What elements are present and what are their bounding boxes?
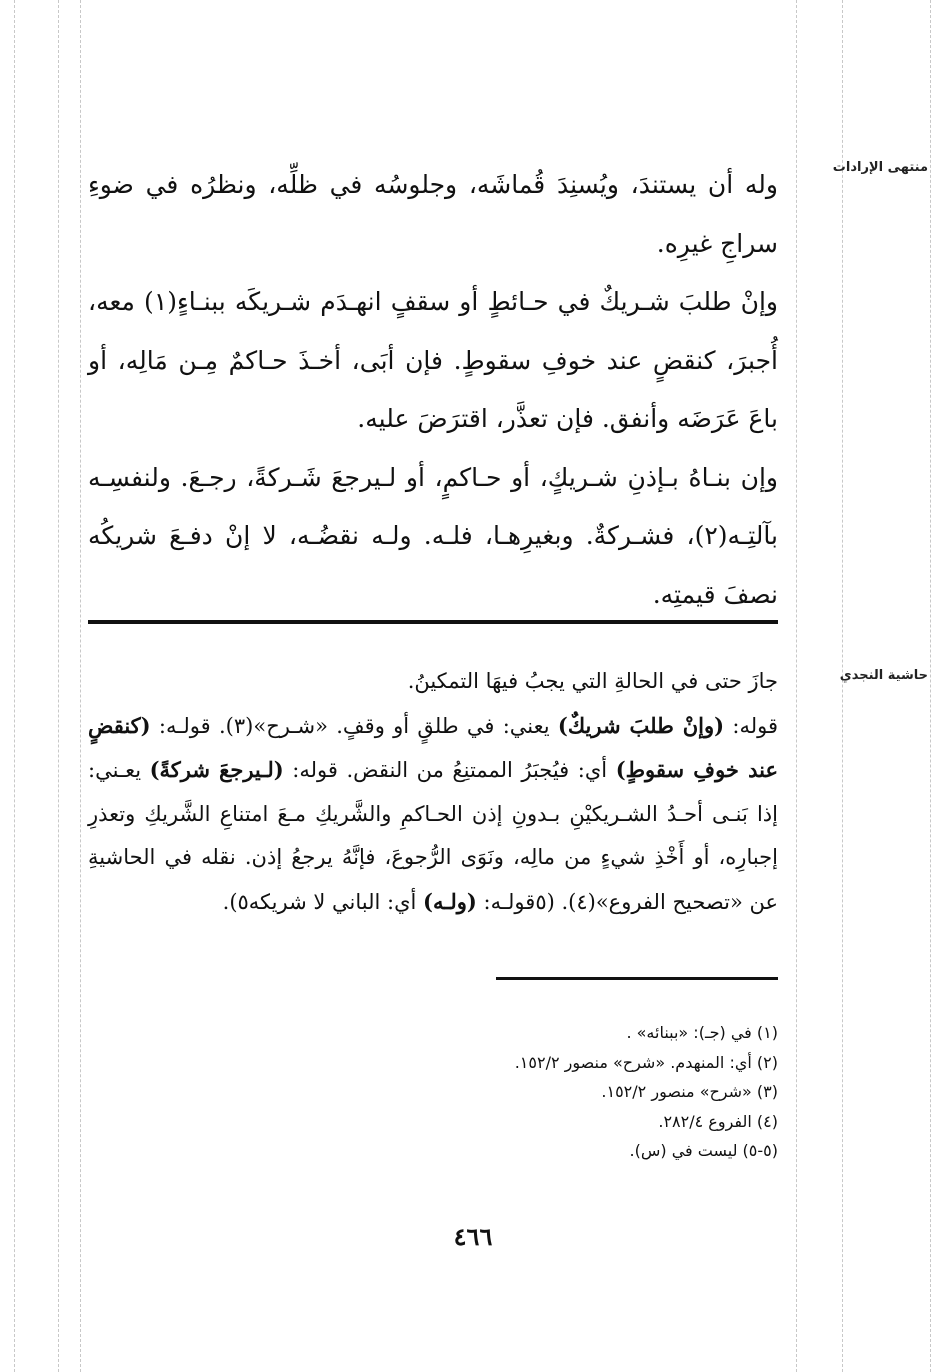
commentary-segment: يعـني: إذا بَنـى أحـدُ الشـريكيْنِ بـدونِ إذن الحـاكمِ والشَّريكِ مـعَ امتناعِ الشَّريكِ وتعذرِ إجبارِه، أو أَخْذِ شيءٍ من مالِه، ونَوَى الرُّجوعَ، فإنَّهُ يرجعُ إذن. نقله في الحاشيةِ عن «تصحيح الفروع»(٤). (٥قولـه: (88, 758, 778, 914)
main-paragraph: وإنْ طلبَ شـريكٌ في حـائطٍ أو سقفٍ انهـدَم شـريكَه ببنـاءٍ(١) معه، أُجبرَ، كنقضٍ عند خوفِ سقوطٍ. فإن أبَى، أخـذَ حـاكمٌ مِـن مَالِه، أو باعَ عَرَضَه وأنفق. فإن تعذَّر، اقترَضَ عليه. (88, 287, 778, 433)
commentary-segment: قوله: (724, 713, 778, 738)
footnotes (300, 1018, 778, 1166)
quoted-phrase: (ولـه) (423, 888, 477, 914)
commentary-text (88, 660, 778, 924)
scan-guide-line (80, 0, 81, 1372)
commentary-segment: يعني: في طلقٍ أو وقفٍ. «شـرح»(٣). قولـه: (150, 713, 558, 738)
footnote: (٤) الفروع ٢٨٢/٤. (658, 1111, 778, 1131)
scan-guide-line (796, 0, 797, 1372)
commentary-segment: أي: فيُجبَرُ الممتنِعُ من النقض. قوله: (283, 758, 616, 782)
footnote: (٥-٥) ليست في (س). (629, 1141, 778, 1160)
section-divider (88, 620, 778, 624)
quoted-phrase: (وإنْ طلبَ شريكٌ) (557, 712, 725, 738)
footnote: (٢) أي: المنهدم. «شرح» منصور ١٥٢/٢. (514, 1052, 778, 1072)
quoted-phrase: (كنقضٍ عند خوفِ سقوطٍ) (88, 712, 778, 782)
main-text (88, 156, 778, 624)
footnote: (٣) «شرح» منصور ١٥٢/٢. (601, 1082, 778, 1101)
scan-guide-line (58, 0, 59, 1372)
commentary-line: جازَ حتى في الحالةِ التي يجبُ فيهَا التمكينُ. (407, 669, 778, 693)
footnote-divider (496, 977, 778, 980)
margin-label-main: منتهى الإرادات (832, 160, 928, 175)
main-paragraph: وإن بنـاهُ بـإذنِ شـريكٍ، أو حـاكمٍ، أو لـيرجعَ شَـركةً، رجـعَ. ولنفسِـه بآلتِـه(٢)، فشـركةٌ. وبغيرِهـا، فلـه. ولـه نقضُـه، لا إنْ دفـعَ شريكُه نصفَ قيمتِه. (88, 462, 778, 609)
scan-guide-line (842, 0, 843, 1372)
main-paragraph: وله أن يستندَ، ويُسنِدَ قُماشَه، وجلوسُه في ظلِّه، ونظرُه في ضوءِ سراجِ غيرِه. (88, 170, 778, 258)
quoted-phrase: (لـيرجعَ شركةً) (149, 757, 284, 782)
page-number: ٤٦٦ (453, 1222, 493, 1251)
footnote: (١) في (جـ): «ببنائه» . (626, 1023, 778, 1042)
commentary-paragraph (88, 704, 778, 925)
commentary-segment: أي: الباني لا شريكه٥). (222, 889, 424, 914)
scan-guide-line (930, 0, 931, 1372)
scan-guide-line (14, 0, 15, 1372)
margin-label-commentary: حاشية النجدي (839, 668, 928, 683)
